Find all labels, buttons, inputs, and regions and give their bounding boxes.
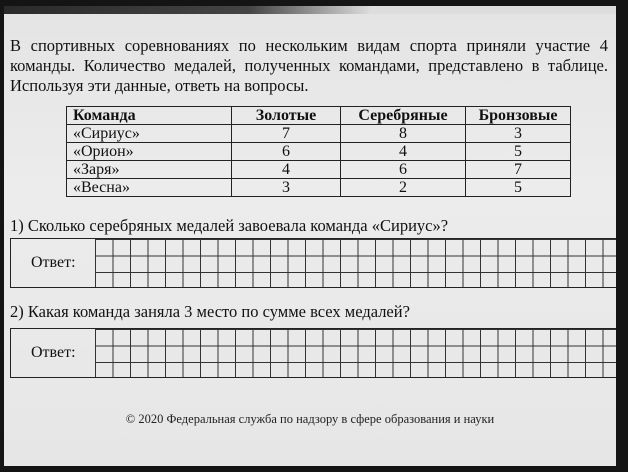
team-name: «Заря»: [67, 161, 232, 179]
bronze-count: 3: [466, 125, 571, 143]
gold-count: 3: [232, 179, 341, 197]
table-row: [67, 161, 571, 179]
bronze-count: 5: [466, 179, 571, 197]
copyright-footer: © 2020 Федеральная служба по надзору в сфере образования и науки: [125, 412, 495, 426]
answer-grid-2[interactable]: [95, 329, 616, 377]
table-row: [67, 143, 571, 161]
page-top-edge: [4, 6, 616, 14]
table-row: [67, 179, 571, 197]
header-bronze: Бронзовые: [466, 107, 571, 125]
bronze-count: 7: [466, 161, 571, 179]
gold-count: 6: [232, 143, 341, 161]
table-row: [67, 125, 571, 143]
header-gold: Золотые: [232, 107, 341, 125]
gold-count: 7: [232, 125, 341, 143]
silver-count: 4: [341, 143, 466, 161]
silver-count: 2: [341, 179, 466, 197]
gold-count: 4: [232, 161, 341, 179]
answer-label-1: Ответ:: [31, 254, 76, 271]
silver-count: 6: [341, 161, 466, 179]
header-team: Команда: [67, 107, 232, 125]
answer-box-2[interactable]: [10, 328, 616, 378]
answer-label-2: Ответ:: [31, 344, 76, 361]
task-intro: В спортивных соревнованиях по нескольким видам спорта приняли участие 4 команды. Количество медалей, полученных командами, представлено в таблице. Используя эти данные, ответь на вопросы.: [10, 36, 608, 95]
table-header-row: [67, 107, 571, 125]
header-silver: Серебряные: [341, 107, 466, 125]
team-name: «Весна»: [67, 179, 232, 197]
worksheet-page: [4, 6, 616, 466]
team-name: «Сириус»: [67, 125, 232, 143]
answer-box-1[interactable]: [10, 238, 616, 288]
medals-table: [66, 106, 571, 197]
answer-grid-1[interactable]: [95, 239, 616, 287]
bronze-count: 5: [466, 143, 571, 161]
question-2: 2) Какая команда заняла 3 место по сумме всех медалей?: [10, 302, 410, 321]
question-1: 1) Сколько серебряных медалей завоевала команда «Сириус»?: [10, 216, 449, 235]
silver-count: 8: [341, 125, 466, 143]
team-name: «Орион»: [67, 143, 232, 161]
